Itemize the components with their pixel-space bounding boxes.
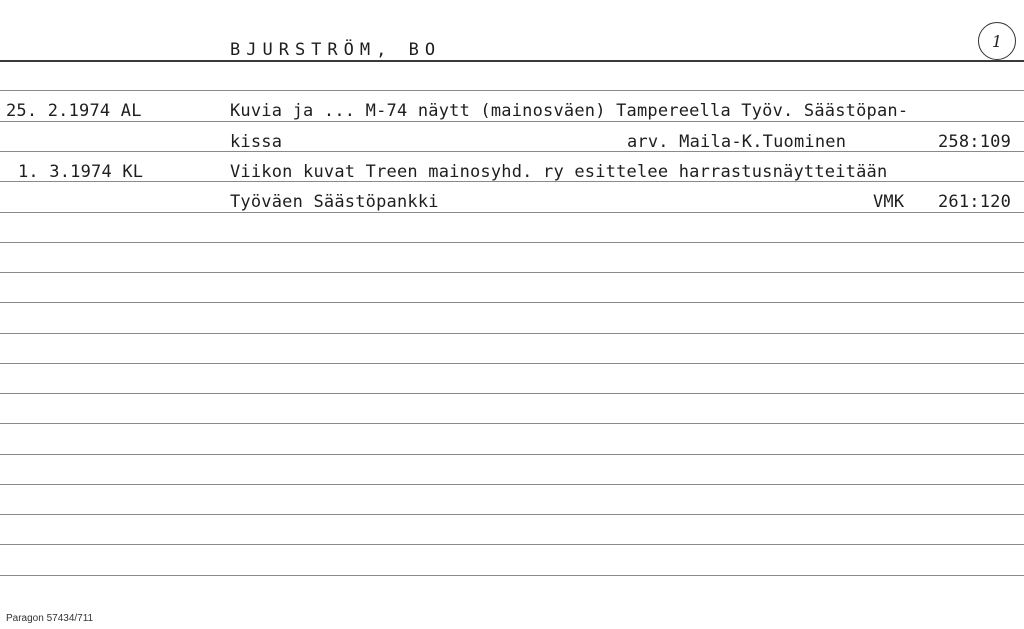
card-number-circle	[978, 22, 1016, 60]
ruled-line	[0, 333, 1024, 334]
entry-note: arv. Maila-K.Tuominen	[627, 132, 847, 152]
ruled-line	[0, 393, 1024, 394]
printer-mark: Paragon 57434/711	[6, 613, 94, 624]
ruled-line	[0, 363, 1024, 364]
entry-text: Kuvia ja ... M-74 näytt (mainosväen) Tampereella Työv. Säästöpan-	[230, 101, 909, 121]
entry-reference: 261:120	[938, 192, 1012, 212]
ruled-line	[0, 151, 1024, 152]
ruled-line	[0, 302, 1024, 303]
ruled-line	[0, 454, 1024, 455]
ruled-line	[0, 212, 1024, 213]
ruled-line	[0, 242, 1024, 243]
card-name: BJURSTRÖM, BO	[230, 40, 442, 60]
entry-text-continued: Työväen Säästöpankki	[230, 192, 439, 212]
entry-reference: 258:109	[938, 132, 1012, 152]
ruled-line	[0, 272, 1024, 273]
ruled-line	[0, 575, 1024, 576]
ruled-line	[0, 514, 1024, 515]
entry-note: VMK	[873, 192, 905, 212]
entry-date: 25. 2.1974 AL	[6, 101, 142, 121]
ruled-line	[0, 423, 1024, 424]
entry-text-continued: kissa	[230, 132, 283, 152]
ruled-line	[0, 544, 1024, 545]
entry-text: Viikon kuvat Treen mainosyhd. ry esittelee harrastusnäytteitään	[230, 162, 888, 182]
card-number: 1	[991, 31, 1003, 51]
header-rule	[0, 60, 1024, 62]
entry-date: 1. 3.1974 KL	[18, 162, 144, 182]
ruled-line	[0, 121, 1024, 122]
ruled-line	[0, 484, 1024, 485]
ruled-line	[0, 90, 1024, 91]
